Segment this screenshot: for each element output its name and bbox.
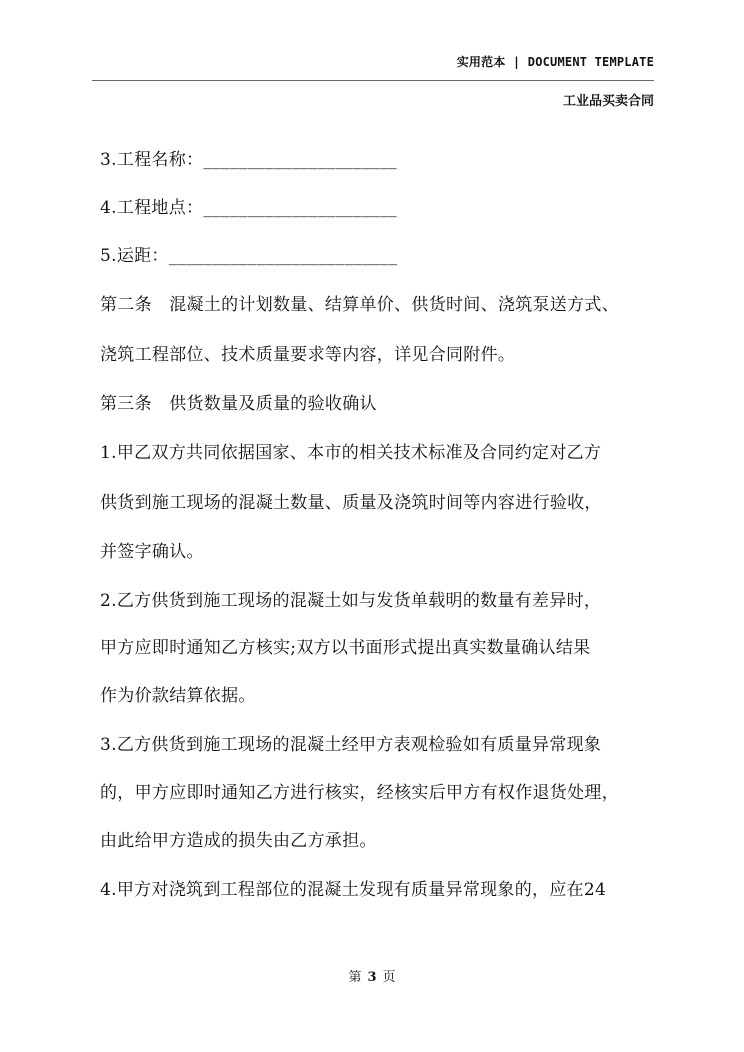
body-line: 浇筑工程部位、技术质量要求等内容，详见合同附件。 <box>100 345 516 365</box>
body-line: 甲方应即时通知乙方核实;双方以书面形式提出真实数量确认结果 <box>100 638 591 658</box>
body-line: 的，甲方应即时通知乙方进行核实，经核实后甲方有权作退货处理， <box>100 783 619 803</box>
body-line: 2.乙方供货到施工现场的混凝土如与发货单载明的数量有差异时， <box>100 591 602 611</box>
body-line: 由此给甲方造成的损失由乙方承担。 <box>100 831 377 851</box>
article-heading: 第二条 混凝土的计划数量、结算单价、供货时间、浇筑泵送方式、 <box>100 295 619 315</box>
body-line: 1.甲乙双方共同依据国家、本市的相关技术标准及合同约定对乙方 <box>100 443 602 463</box>
body-line: 3.乙方供货到施工现场的混凝土经甲方表观检验如有质量异常现象 <box>100 735 602 755</box>
article-heading: 第三条 供货数量及质量的验收确认 <box>100 394 377 414</box>
body-line: 供货到施工现场的混凝土数量、质量及浇筑时间等内容进行验收， <box>100 493 602 513</box>
header-divider <box>92 80 654 81</box>
body-line: 4.甲方对浇筑到工程部位的混凝土发现有质量异常现象的，应在24 <box>100 880 607 900</box>
page-number: 3 <box>367 970 377 985</box>
header-label: 实用范本 | DOCUMENT TEMPLATE <box>456 55 654 69</box>
body-line: 5.运距：__________________________ <box>100 246 398 266</box>
body-line: 4.工程地点：______________________ <box>100 198 397 218</box>
body-line: 3.工程名称：______________________ <box>100 150 397 170</box>
body-line: 并签字确认。 <box>100 542 204 562</box>
body-line: 作为价款结算依据。 <box>100 686 256 706</box>
page-suffix: 页 <box>382 970 396 985</box>
page-prefix: 第 <box>348 970 362 985</box>
document-title: 工业品买卖合同 <box>562 94 654 109</box>
page-footer <box>0 966 744 985</box>
